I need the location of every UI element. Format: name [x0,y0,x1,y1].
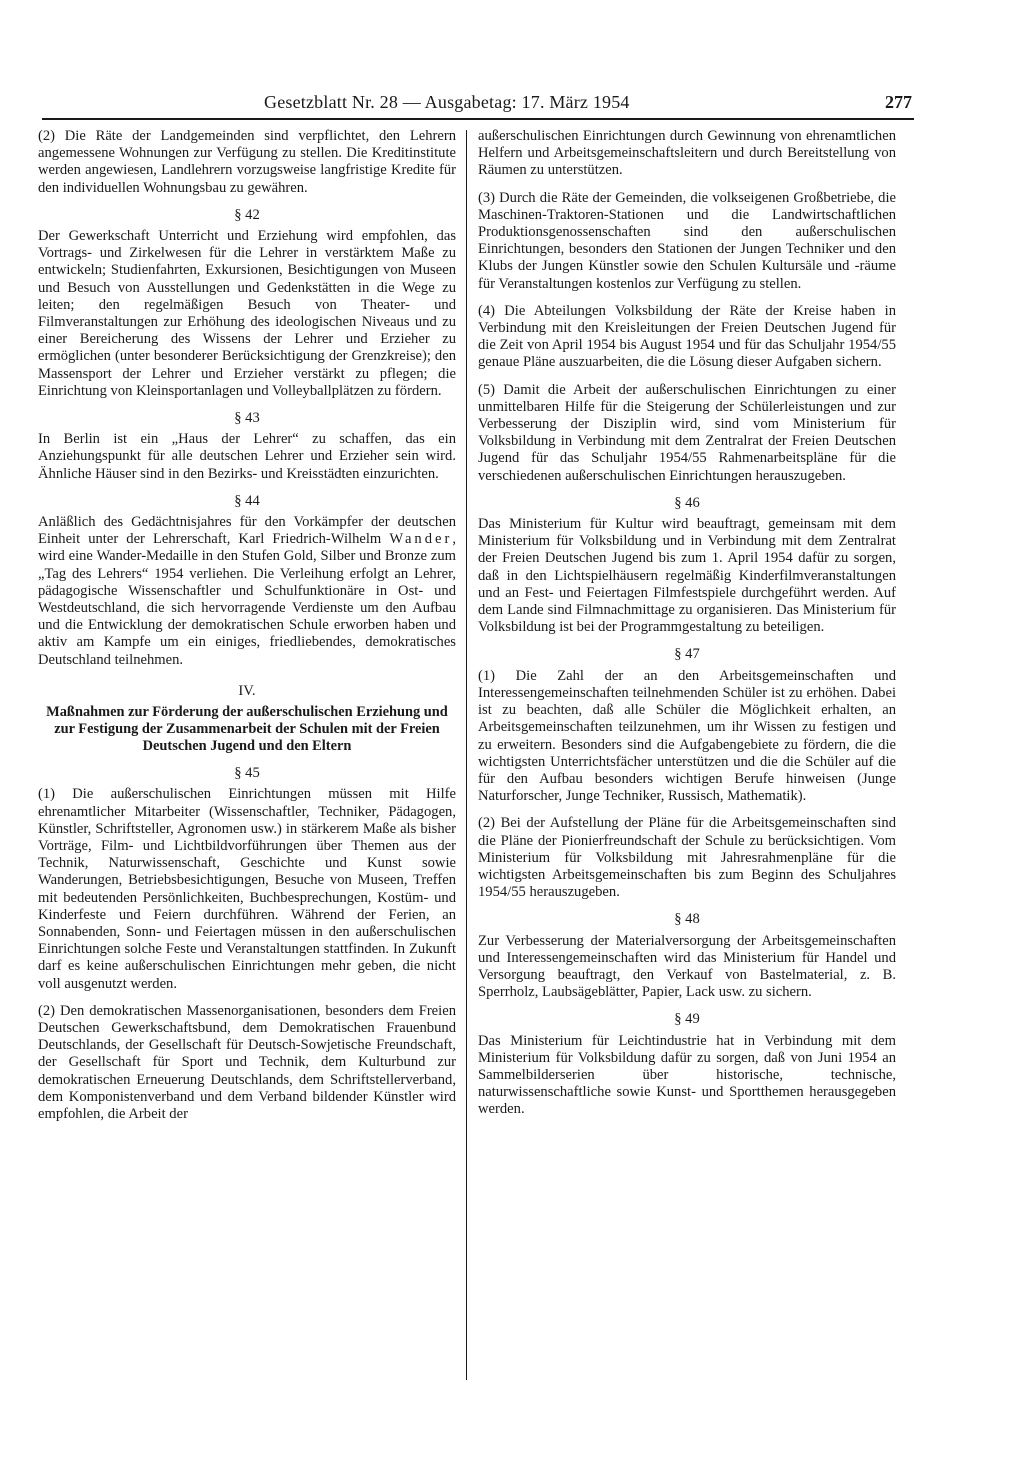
paragraph-44-end: , wird eine Wander-Medaille in den Stufen Gold, Silber und Bronze zum „Tag des Lehrers“ 1954 verliehen. Die Verleihung erfolgt an Lehrer, pädagogische Wissenschaftler und Schulfunktionäre in Ost- und Westdeutschland, die sich hervorragende Verdienste um den Aufbau und die Entwicklung der demokratischen Schule erworben haben und aktiv am Kampfe um ein einiges, friedliebendes, demokratisches Deutschland teilnehmen. [38,531,457,668]
section-42-title: § 42 [234,206,260,223]
section-45-title: § 45 [234,765,260,782]
paragraph-49: Das Ministerium für Leichtindustrie hat in Verbindung mit dem Ministerium für Volksbildung dafür zu sorgen, daß von Juni 1954 an Sammelbilderserien über historische, technische, naturwissenschaftliche sowie Kunst- und Sportthemen herausgegeben werden. [478,1032,896,1118]
paragraph-45-2-continued: außerschulischen Einrichtungen durch Gewinnung von ehrenamtlichen Helfern und Arbeitsgemeinschaftsleitern und durch Bereitstellung von Räumen zu unterstützen. [478,128,896,179]
column-divider [466,130,467,1380]
paragraph-47-1: (1) Die Zahl der an den Arbeitsgemeinschaften und Interessengemeinschaften teilnehmenden Schüler ist zu erhöhen. Dabei ist zu beachten, daß alle Schüler die Möglichkeit erhalten, an Arbeitsgemeinschaften teilzunehmen, um ihr Wissen zu festigen und zu erweitern. Besonders sind die Aufgabengebiete zu fördern, die die wichtigsten Unterrichtsfächer unterstützen und die die Schüler auf die für den Aufbau besonders wichtigen Berufe hinweisen (Junge Naturforscher, Junge Techniker, Russisch, Mathematik). [478,667,896,805]
paragraph-44-start: Anläßlich des Gedächtnisjahres für den Vorkämpfer der deutschen Einheit unter der Lehrerschaft, Karl Friedrich-Wilhelm [38,514,456,548]
section-46-title: § 46 [674,494,700,511]
paragraph-42: Der Gewerkschaft Unterricht und Erziehung wird empfohlen, das Vortrags- und Zirkelwesen für die Lehrer in verstärktem Maße zu entwickeln; Studienfahrten, Exkursionen, Besichtigungen von Museen und Besuch von Ausstellungen und Gedenkstätten in die Wege zu leiten; den regelmäßigen Besuch von Theater- und Filmveranstaltungen zur Erhöhung des ideologischen Niveaus und zu einer Bereicherung des Wissens der Lehrer und Erzieher zu ermöglichen (unter besonderer Berücksichtigung der Grenzkreise); den Massensport der Lehrer und Erzieher verstärkt zu pflegen; die Einrichtung von Kleinsportanlagen und Volleyballplätzen zu fördern. [38,228,456,399]
gazette-title: Gesetzblatt Nr. 28 — Ausgabetag: 17. März 1954 [264,92,630,112]
paragraph-45-4: (4) Die Abteilungen Volksbildung der Räte der Kreise haben in Verbindung mit den Kreisleitungen der Freien Deutschen Jugend für die Zeit von April 1954 bis August 1954 und für das Schuljahr 1954/55 genaue Pläne auszuarbeiten, die die Lösung dieser Aufgaben sichern. [478,302,896,371]
paragraph-41-2: (2) Die Räte der Landgemeinden sind verpflichtet, den Lehrern angemessene Wohnungen zur Verfügung zu stellen. Die Kreditinstitute werden angewiesen, Landlehrern vorzugsweise langfristige Kredite für den individuellen Wohnungsbau zu gewähren. [38,128,456,196]
chapter-number: IV. [238,682,256,699]
paragraph-45-2: (2) Den demokratischen Massenorganisationen, besonders dem Freien Deutschen Gewerkschaftsbund, dem Demokratischen Frauenbund Deutschlands, der Gesellschaft für Deutsch-Sowjetische Freundschaft, der Gesellschaft für Sport und Technik, dem Kulturbund zur demokratischen Erneuerung Deutschlands, dem Schriftstellerverband, dem Komponistenverband und dem Verband bildender Künstler wird empfohlen, die Arbeit der [38,1002,456,1122]
right-column [478,128,896,1129]
paragraph-45-3: (3) Durch die Räte der Gemeinden, die volkseigenen Großbetriebe, die Maschinen-Traktoren-Stationen und die Landwirtschaftlichen Produktionsgenossenschaften sind den außerschulischen Einrichtungen, besonders den Stationen der Jungen Techniker und den Klubs der Jungen Künstler sowie den Schulen Kultursäle und -räume für Veranstaltungen kostenlos zur Verfügung zu stellen. [478,189,896,292]
paragraph-45-5: (5) Damit die Arbeit der außerschulischen Einrichtungen zu einer unmittelbaren Hilfe für die Steigerung der Schülerleistungen und zur Verbesserung der Disziplin wird, sind vom Ministerium für Volksbildung in Verbindung mit dem Zentralrat der Freien Deutschen Jugend für das Schuljahr 1954/55 Rahmenarbeitspläne für die verschiedenen außerschulischen Einrichtungen herauszugeben. [478,381,896,484]
section-44-title: § 44 [234,492,260,509]
header-rule [42,118,914,120]
section-43-title: § 43 [234,410,260,427]
paragraph-46: Das Ministerium für Kultur wird beauftragt, gemeinsam mit dem Ministerium für Volksbildung und in Verbindung mit dem Zentralrat der Freien Deutschen Jugend bis zum 1. April 1954 dafür zu sorgen, daß in den Lichtspielhäusern regelmäßig Kinderfilmveranstaltungen und an Fest- und Feiertagen Filmfestspiele durchgeführt werden. Auf dem Lande sind Filmnachmittage zu organisieren. Das Ministerium für Volksbildung ist bei der Programmgestaltung zu beteiligen. [478,516,896,636]
paragraph-45-1: (1) Die außerschulischen Einrichtungen müssen mit Hilfe ehrenamtlicher Mitarbeiter (Wissenschaftler, Techniker, Pädagogen, Künstler, Schriftsteller, Agronomen usw.) in stärkerem Maße als bisher Vorträge, Film- und Lichtbildvorführungen über Themen aus der Technik, Naturwissenschaft, Geschichte und Kunst sowie Wanderungen, Betriebsbesichtigungen, Besuche von Museen, Treffen mit bedeutenden Persönlichkeiten, Buchbesprechungen, Kostüm- und Kinderfeste und Feiern durchführen. Während der Ferien, an Sonnabenden, Sonn- und Feiertagen müssen in den außerschulischen Einrichtungen solche Feste und Veranstaltungen stattfinden. In Zukunft darf es keine außerschulischen Einrichtungen mehr geben, die nicht voll ausgenutzt werden. [38,786,456,992]
paragraph-43: In Berlin ist ein „Haus der Lehrer“ zu schaffen, das ein Anziehungspunkt für alle deutschen Lehrer und Erzieher sein wird. Ähnliche Häuser sind in den Bezirks- und Kreisstädten einzurichten. [38,431,456,482]
chapter-heading: Maßnahmen zur Förderung der außerschulischen Erziehung und zur Festigung der Zusammenarbeit der Schulen mit der Freien Deutschen Jugend und den Eltern [46,704,448,755]
section-47-title: § 47 [674,646,700,663]
paragraph-44 [38,514,456,669]
section-49-title: § 49 [674,1011,700,1028]
left-column [38,128,456,1133]
paragraph-47-2: (2) Bei der Aufstellung der Pläne für die Arbeitsgemeinschaften sind die Pläne der Pionierfreundschaft der Schule zu berücksichtigen. Vom Ministerium für Volksbildung mit Jahresrahmenpläne für die wichtigsten Arbeitsgemeinschaften bis zum Beginn des Schuljahres 1954/55 herauszugeben. [478,815,896,901]
page-header [40,92,920,120]
paragraph-48: Zur Verbesserung der Materialversorgung der Arbeitsgemeinschaften und Interessengemeinschaften wird das Ministerium für Handel und Versorgung beauftragt, den Verkauf von Bastelmaterial, z. B. Sperrholz, Laubsägeblätter, Papier, Lack usw. zu sichern. [478,932,896,1001]
page-number: 277 [885,92,912,112]
wander-name: Wander [389,531,453,548]
section-48-title: § 48 [674,911,700,928]
